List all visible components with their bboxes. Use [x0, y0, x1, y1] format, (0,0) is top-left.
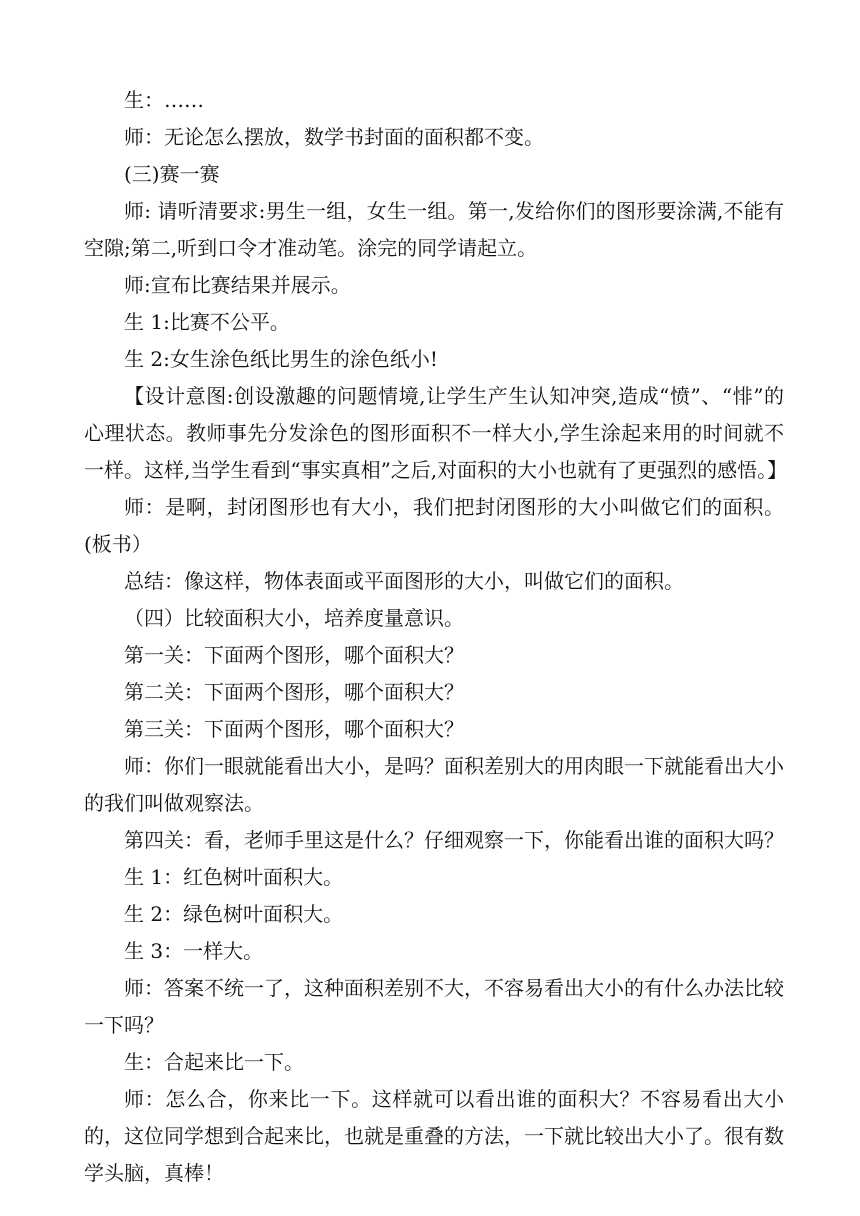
paragraph: 第四关：看，老师手里这是什么？仔细观察一下，你能看出谁的面积大吗？: [124, 828, 784, 852]
section-heading: (三)赛一赛: [124, 162, 220, 186]
document-page: [84, 82, 788, 1192]
paragraph: 生 1:比赛不公平。: [124, 310, 290, 334]
paragraph: 师：你们一眼就能看出大小，是吗？面积差别大的用肉眼一下就能看出大小的我们叫做观察法。: [84, 754, 784, 815]
summary-paragraph: 总结：像这样，物体表面或平面图形的大小，叫做它们的面积。: [124, 569, 684, 593]
paragraph: 师：怎么合，你来比一下。这样就可以看出谁的面积大？不容易看出大小的，这位同学想到合起来比，也就是重叠的方法，一下就比较出大小了。很有数学头脑，真棒！: [84, 1087, 784, 1185]
paragraph: 师: 请听清要求:男生一组，女生一组。第一,发给你们的图形要涂满,不能有空隙;第二,听到口令才准动笔。涂完的同学请起立。: [84, 199, 784, 260]
paragraph: 生 2：绿色树叶面积大。: [124, 902, 344, 926]
section-heading: （四）比较面积大小，培养度量意识。: [124, 606, 464, 630]
paragraph: 第二关：下面两个图形，哪个面积大？: [124, 680, 464, 704]
paragraph: 师:宣布比赛结果并展示。: [124, 273, 351, 297]
paragraph: 第一关：下面两个图形，哪个面积大？: [124, 643, 464, 667]
paragraph: 师：是啊，封闭图形也有大小，我们把封闭图形的大小叫做它们的面积。(板书）: [84, 495, 784, 556]
paragraph: 生 1：红色树叶面积大。: [124, 865, 344, 889]
paragraph: 生 3：一样大。: [124, 939, 264, 963]
paragraph: 第三关：下面两个图形，哪个面积大？: [124, 717, 464, 741]
paragraph: 师：无论怎么摆放，数学书封面的面积都不变。: [124, 125, 544, 149]
design-intent-note: 【设计意图:创设激趣的问题情境,让学生产生认知冲突,造成“愤”、“悱”的心理状态。教师事先分发涂色的图形面积不一样大小,学生涂起来用的时间就不一样。这样,当学生看到“事实真相”之后,对面积的大小也就有了更强烈的感悟。】: [84, 384, 788, 482]
paragraph: 师：答案不统一了，这种面积差别不大，不容易看出大小的有什么办法比较一下吗？: [84, 976, 784, 1037]
paragraph: 生 2:女生涂色纸比男生的涂色纸小!: [124, 347, 438, 371]
paragraph: 生：合起来比一下。: [124, 1050, 304, 1074]
paragraph: 生：……: [124, 88, 204, 112]
